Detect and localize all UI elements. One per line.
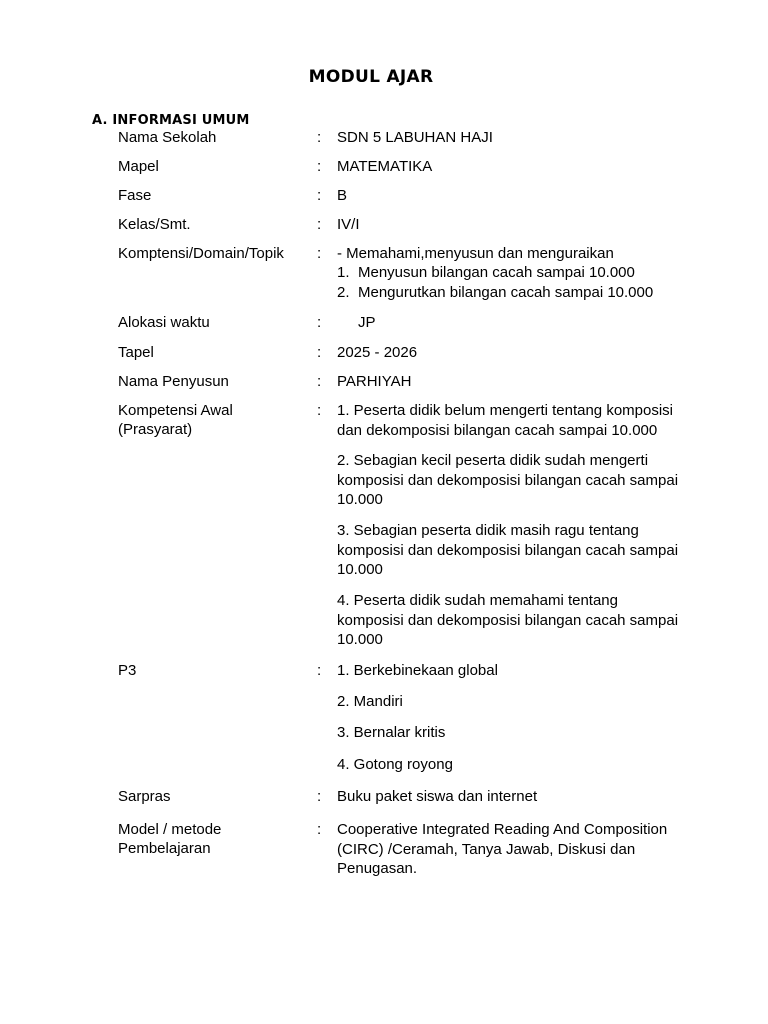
p3-item-4: 4. Gotong royong — [337, 756, 453, 773]
list-number: 2. — [337, 283, 350, 301]
colon: : — [317, 245, 322, 262]
colon: : — [317, 402, 322, 419]
value-sarpras: Buku paket siswa dan internet — [337, 788, 538, 805]
list-item — [337, 263, 653, 283]
colon: : — [317, 187, 322, 204]
colon: : — [317, 314, 322, 331]
label-mapel: Mapel — [118, 158, 159, 175]
label-nama-sekolah: Nama Sekolah — [118, 129, 217, 146]
colon: : — [317, 158, 322, 175]
list-text: Mengurutkan bilangan cacah sampai 10.000 — [358, 283, 654, 301]
label-tapel: Tapel — [118, 344, 154, 361]
colon: : — [317, 344, 322, 361]
label-prasyarat: (Prasyarat) — [118, 421, 193, 438]
value-model — [337, 820, 689, 879]
label-fase: Fase — [118, 187, 152, 204]
colon: : — [317, 216, 322, 233]
p3-item-1: 1. Berkebinekaan global — [337, 662, 498, 679]
list-item — [337, 283, 653, 303]
paragraph: 4. Peserta didik sudah memahami tentang komposisi dan dekomposisi bilangan cacah sampai 10.000 — [337, 592, 679, 648]
list-number: 1. — [337, 264, 350, 281]
label-alokasi: Alokasi waktu — [118, 314, 210, 331]
section-heading: A. INFORMASI UMUM — [92, 113, 250, 128]
label-model: Model / metode — [118, 821, 222, 838]
kompetensi-awal-item-4 — [337, 591, 687, 650]
value-kelas: IV/I — [337, 216, 360, 233]
p3-item-3: 3. Bernalar kritis — [337, 724, 446, 741]
colon: : — [317, 662, 322, 679]
label-komptensi: Komptensi/Domain/Topik — [118, 245, 284, 262]
document-title: MODUL AJAR — [308, 67, 434, 87]
colon: : — [317, 788, 322, 805]
paragraph: 2. Sebagian kecil peserta didik sudah mengerti komposisi dan dekomposisi bilangan cacah sampai 10.000 — [337, 452, 679, 508]
label-pembelajaran: Pembelajaran — [118, 840, 211, 857]
kompetensi-awal-item-1 — [337, 401, 687, 440]
kompetensi-awal-item-2 — [337, 451, 687, 510]
value-penyusun: PARHIYAH — [337, 373, 412, 390]
colon: : — [317, 373, 322, 390]
value-fase: B — [337, 187, 348, 204]
paragraph: Cooperative Integrated Reading And Composition (CIRC) /Ceramah, Tanya Jawab, Diskusi dan Penugasan. — [337, 821, 668, 877]
paragraph: 3. Sebagian peserta didik masih ragu tentang komposisi dan dekomposisi bilangan cacah sampai 10.000 — [337, 522, 679, 578]
value-nama-sekolah: SDN 5 LABUHAN HAJI — [337, 129, 493, 146]
value-mapel: MATEMATIKA — [337, 158, 433, 175]
komptensi-list — [337, 263, 653, 302]
label-p3: P3 — [118, 662, 137, 679]
value-tapel: 2025 - 2026 — [337, 344, 418, 361]
list-text: Menyusun bilangan cacah sampai 10.000 — [358, 264, 635, 281]
value-alokasi: JP — [358, 314, 376, 331]
label-kompetensi-awal: Kompetensi Awal — [118, 402, 233, 419]
paragraph: 1. Peserta didik belum mengerti tentang komposisi dan dekomposisi bilangan cacah sampai 10.000 — [337, 402, 674, 439]
label-kelas: Kelas/Smt. — [118, 216, 191, 233]
label-penyusun: Nama Penyusun — [118, 373, 229, 390]
p3-item-2: 2. Mandiri — [337, 693, 403, 710]
label-sarpras: Sarpras — [118, 788, 171, 805]
colon: : — [317, 821, 322, 838]
kompetensi-awal-item-3 — [337, 521, 687, 580]
value-komptensi-intro: - Memahami,menyusun dan menguraikan — [337, 245, 614, 262]
colon: : — [317, 129, 322, 146]
